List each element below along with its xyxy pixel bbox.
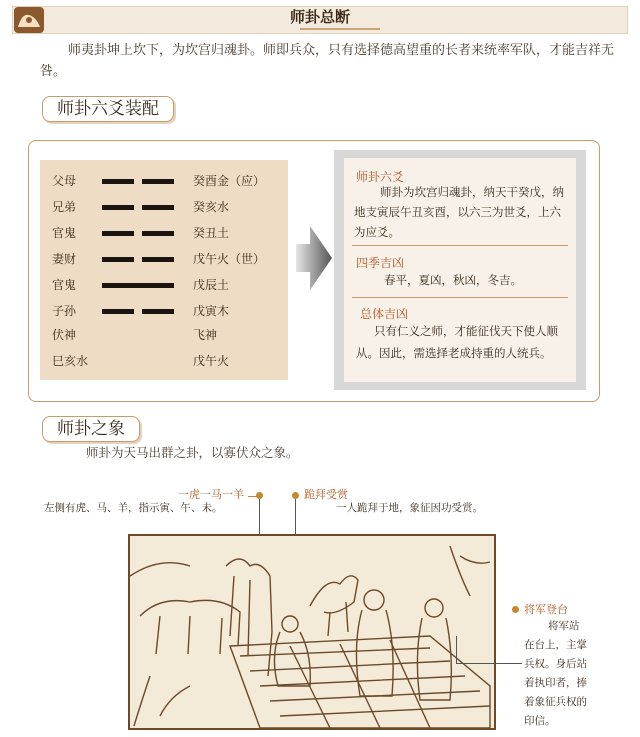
callout-c-line: 着象征兵权的 bbox=[524, 696, 587, 708]
yao-row bbox=[40, 274, 288, 294]
yao-line bbox=[142, 205, 174, 210]
yao-line bbox=[102, 283, 174, 288]
callout-c-line: 兵权。身后站 bbox=[524, 658, 587, 670]
yao-ganzhi: 癸丑土 bbox=[193, 226, 230, 240]
yao-row bbox=[40, 196, 288, 216]
arrow-right-icon bbox=[296, 226, 332, 294]
feishen-label: 飞神 bbox=[193, 328, 218, 342]
callout-c-line: 着执印者，捧 bbox=[524, 677, 587, 689]
feishen-value: 戊午火 bbox=[193, 354, 230, 368]
callout-c-title: 将军登台 bbox=[524, 603, 568, 616]
yao-relation: 官鬼 bbox=[52, 226, 77, 240]
yao-line bbox=[142, 309, 174, 314]
divider bbox=[352, 297, 568, 298]
yao-row bbox=[40, 300, 288, 320]
yao-row bbox=[40, 248, 288, 268]
callout-b-title: 跪拜受赏 bbox=[304, 488, 348, 501]
callout-b-dot bbox=[292, 492, 299, 499]
fushen-value: 巳亥水 bbox=[52, 354, 89, 368]
callout-b-body: 一人跪拜于地，象征因功受赏。 bbox=[336, 502, 483, 514]
title-underline bbox=[300, 28, 380, 30]
section-title-liuyao: 师卦六爻装配 bbox=[42, 96, 174, 122]
siji-body: 春平，夏凶，秋凶，冬吉。 bbox=[384, 273, 522, 287]
yao-relation: 父母 bbox=[52, 174, 77, 188]
zongti-title: 总体吉凶 bbox=[360, 307, 409, 321]
yao-relation: 兄弟 bbox=[52, 200, 77, 214]
section-title-xiang: 师卦之象 bbox=[42, 416, 140, 442]
woodcut-illustration bbox=[128, 534, 496, 730]
yao-line bbox=[102, 205, 134, 210]
fushen-row bbox=[40, 350, 288, 370]
yao-row bbox=[40, 222, 288, 242]
siji-title: 四季吉凶 bbox=[356, 256, 405, 270]
divider bbox=[352, 245, 568, 246]
yao-line bbox=[142, 257, 174, 262]
liuyao-body: 师卦为坎宫归魂卦，纳天干癸戊，纳地支寅辰午丑亥酉，以六三为世爻，上六为应爻。 bbox=[354, 185, 564, 239]
callout-c-line: 将军站 bbox=[548, 620, 580, 632]
fushen-row bbox=[40, 324, 288, 344]
callout-a-title: 一虎一马一羊 bbox=[178, 486, 248, 502]
callout-c-dot bbox=[512, 606, 519, 613]
yao-line bbox=[102, 309, 134, 314]
yao-ganzhi: 戊辰土 bbox=[193, 278, 230, 292]
yao-ganzhi: 戊午火（世） bbox=[193, 252, 266, 266]
callout-c-line: 印信。 bbox=[524, 715, 556, 727]
xiang-text: 师卦为天马出群之卦，以寡伏众之象。 bbox=[86, 445, 299, 460]
yao-relation: 子孙 bbox=[52, 304, 77, 318]
liuyao-title: 师卦六爻 bbox=[356, 170, 405, 184]
fushen-label: 伏神 bbox=[52, 328, 77, 342]
callout-c-pointer-v bbox=[456, 636, 457, 664]
hexagram-box bbox=[40, 160, 288, 380]
yao-relation: 妻财 bbox=[52, 252, 77, 266]
yao-line bbox=[102, 179, 134, 184]
callout-c-line: 在台上，主掌 bbox=[524, 639, 587, 651]
yao-ganzhi: 戊寅木 bbox=[193, 304, 230, 318]
yao-line bbox=[102, 231, 134, 236]
yao-line bbox=[102, 257, 134, 262]
intro-paragraph: 师夷卦坤上坎下，为坎宫归魂卦。师即兵众，只有选择德高望重的长者来统率军队，才能吉祥无咎。 bbox=[40, 43, 615, 79]
yao-row bbox=[40, 170, 288, 190]
yao-relation: 官鬼 bbox=[52, 278, 77, 292]
yao-line bbox=[142, 179, 174, 184]
yao-line bbox=[142, 231, 174, 236]
callout-a-body: 左侧有虎、马、羊，指示寅、午、未。 bbox=[44, 502, 223, 514]
yao-ganzhi: 癸亥水 bbox=[193, 200, 230, 214]
page-title: 师卦总断 bbox=[289, 8, 350, 26]
callout-a-dot bbox=[256, 492, 263, 499]
yao-ganzhi: 癸酉金（应） bbox=[193, 174, 266, 188]
callout-c-pointer bbox=[456, 663, 522, 664]
zongti-body: 只有仁义之师，才能征伐天下使人顺从。因此，需选择老成持重的人统兵。 bbox=[356, 324, 558, 360]
